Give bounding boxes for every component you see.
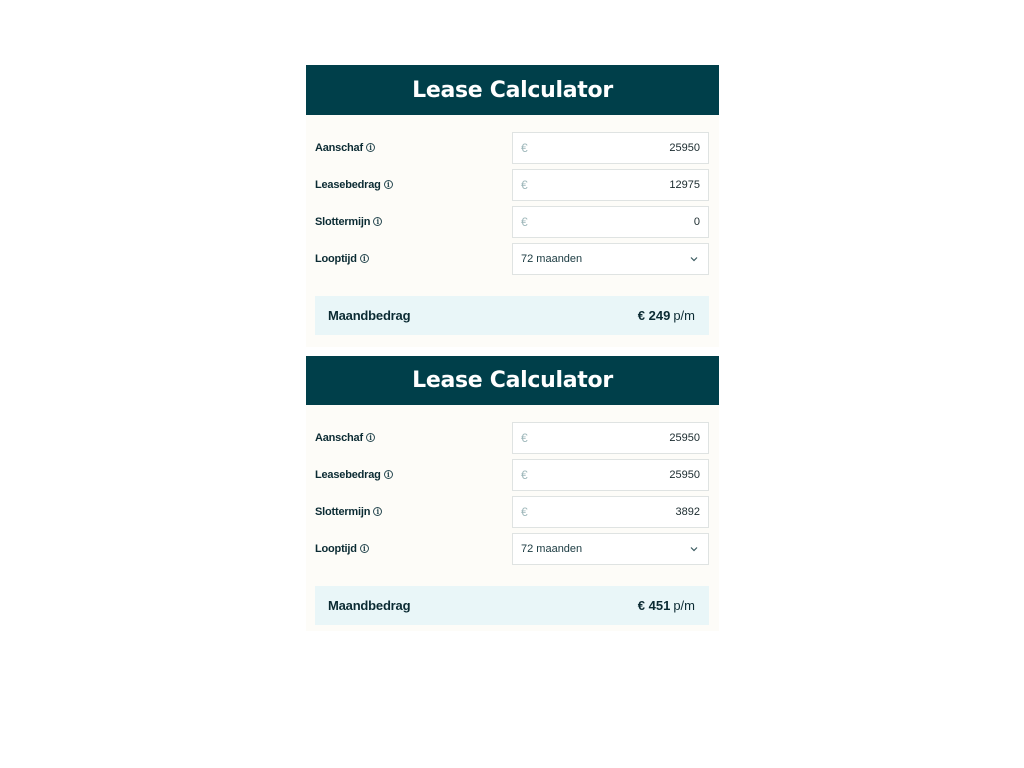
monthly-amount-value: € 451 [637, 598, 671, 613]
leasebedrag-label: Leasebedrag [315, 468, 381, 481]
aanschaf-input[interactable] [512, 422, 709, 454]
looptijd-row [306, 242, 719, 275]
currency-symbol: € [521, 140, 528, 155]
currency-symbol: € [521, 430, 528, 445]
chevron-down-icon [689, 254, 699, 264]
monthly-amount-label: Maandbedrag [328, 308, 411, 323]
monthly-amount-panel [315, 296, 709, 335]
looptijd-select[interactable] [512, 533, 709, 565]
currency-symbol: € [521, 214, 528, 229]
monthly-amount [638, 598, 695, 613]
lease-calculator-1 [306, 65, 719, 347]
aanschaf-label: Aanschaf [315, 141, 363, 154]
monthly-amount-label: Maandbedrag [328, 598, 411, 613]
currency-symbol: € [521, 504, 528, 519]
info-icon[interactable]: i [366, 433, 375, 442]
info-icon[interactable]: i [360, 254, 369, 263]
leasebedrag-value: 25950 [669, 468, 700, 481]
leasebedrag-value: 12975 [669, 178, 700, 191]
monthly-amount [638, 308, 695, 323]
aanschaf-row [306, 421, 719, 454]
looptijd-label: Looptijd [315, 542, 357, 555]
chevron-down-icon [689, 544, 699, 554]
slottermijn-label: Slottermijn [315, 215, 371, 228]
calculator-form [306, 405, 719, 625]
info-icon[interactable]: i [384, 180, 393, 189]
info-icon[interactable]: i [373, 507, 382, 516]
slottermijn-input[interactable] [512, 496, 709, 528]
looptijd-value: 72 maanden [521, 252, 583, 265]
calculator-form [306, 115, 719, 335]
slottermijn-label: Slottermijn [315, 505, 371, 518]
currency-symbol: € [521, 177, 528, 192]
slottermijn-input[interactable] [512, 206, 709, 238]
looptijd-label: Looptijd [315, 252, 357, 265]
looptijd-row [306, 532, 719, 565]
monthly-amount-unit: p/m [673, 598, 695, 613]
aanschaf-row [306, 131, 719, 164]
leasebedrag-row [306, 168, 719, 201]
monthly-amount-panel [315, 586, 709, 625]
slottermijn-value: 3892 [675, 505, 700, 518]
looptijd-value: 72 maanden [521, 542, 583, 555]
info-icon[interactable]: i [384, 470, 393, 479]
aanschaf-input[interactable] [512, 132, 709, 164]
leasebedrag-input[interactable] [512, 459, 709, 491]
slottermijn-row [306, 205, 719, 238]
slottermijn-row [306, 495, 719, 528]
slottermijn-value: 0 [693, 215, 700, 228]
info-icon[interactable]: i [373, 217, 382, 226]
info-icon[interactable]: i [366, 143, 375, 152]
aanschaf-label: Aanschaf [315, 431, 363, 444]
info-icon[interactable]: i [360, 544, 369, 553]
monthly-amount-value: € 249 [637, 308, 671, 323]
leasebedrag-input[interactable] [512, 169, 709, 201]
aanschaf-value: 25950 [669, 431, 700, 444]
calculator-title: Lease Calculator [306, 65, 719, 115]
leasebedrag-row [306, 458, 719, 491]
monthly-amount-unit: p/m [673, 308, 695, 323]
aanschaf-value: 25950 [669, 141, 700, 154]
leasebedrag-label: Leasebedrag [315, 178, 381, 191]
currency-symbol: € [521, 467, 528, 482]
lease-calculator-2 [306, 356, 719, 631]
calculator-title: Lease Calculator [306, 356, 719, 405]
looptijd-select[interactable] [512, 243, 709, 275]
